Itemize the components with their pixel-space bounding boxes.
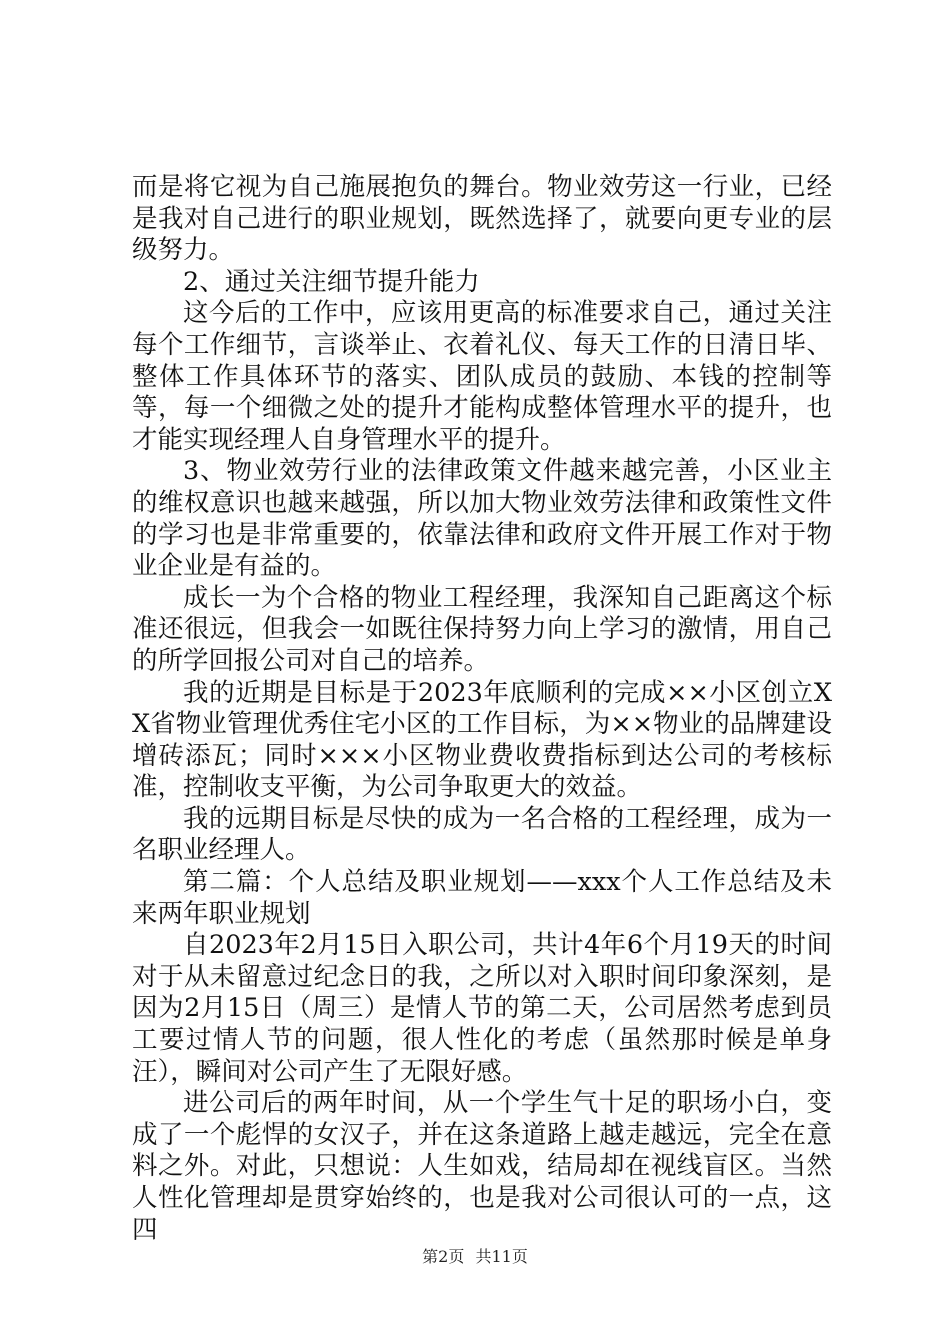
paragraph: 我的近期是目标是于2023年底顺利的完成××小区创立XX省物业管理优秀住宅小区的工作目标，为××物业的品牌建设增砖添瓦；同时×××小区物业费收费指标到达公司的考核标准，控制收支平衡，为公司争取更大的效益。 <box>132 677 832 803</box>
paragraph: 3、物业效劳行业的法律政策文件越来越完善，小区业主的维权意识也越来越强，所以加大物业效劳法律和政策性文件的学习也是非常重要的，依靠法律和政府文件开展工作对于物业企业是有益的。 <box>132 456 832 582</box>
section-heading: 2、通过关注细节提升能力 <box>183 266 480 297</box>
chapter-heading: 第二篇：个人总结及职业规划——xxx个人工作总结及未来两年职业规划 <box>132 867 832 929</box>
page-number: 第2页 <box>422 1247 465 1266</box>
paragraph: 而是将它视为自己施展抱负的舞台。物业效劳这一行业，已经是我对自己进行的职业规划，既然选择了，就要向更专业的层级努力。 <box>132 172 832 266</box>
paragraph: 自2023年2月15日入职公司，共计4年6个月19天的时间对于从未留意过纪念日的我，之所以对入职时间印象深刻，是因为2月15日（周三）是情人节的第二天，公司居然考虑到员工要过情人节的问题，很人性化的考虑（虽然那时候是单身汪），瞬间对公司产生了无限好感。 <box>132 930 832 1087</box>
page-footer <box>0 1244 950 1267</box>
document-body <box>132 172 832 1246</box>
page-total: 共11页 <box>475 1247 528 1266</box>
paragraph: 成长一为个合格的物业工程经理，我深知自己距离这个标准还很远，但我会一如既往保持努力向上学习的激情，用自己的所学回报公司对自己的培养。 <box>132 582 832 676</box>
paragraph: 这今后的工作中，应该用更高的标准要求自己，通过关注每个工作细节，言谈举止、衣着礼仪、每天工作的日清日毕、整体工作具体环节的落实、团队成员的鼓励、本钱的控制等等，每一个细微之处的提升才能构成整体管理水平的提升，也才能实现经理人自身管理水平的提升。 <box>132 298 832 455</box>
paragraph: 进公司后的两年时间，从一个学生气十足的职场小白，变成了一个彪悍的女汉子，并在这条道路上越走越远，完全在意料之外。对此，只想说：人生如戏，结局却在视线盲区。当然人性化管理却是贯穿始终的，也是我对公司很认可的一点，这四 <box>132 1088 832 1245</box>
paragraph: 我的远期目标是尽快的成为一名合格的工程经理，成为一名职业经理人。 <box>132 803 832 866</box>
